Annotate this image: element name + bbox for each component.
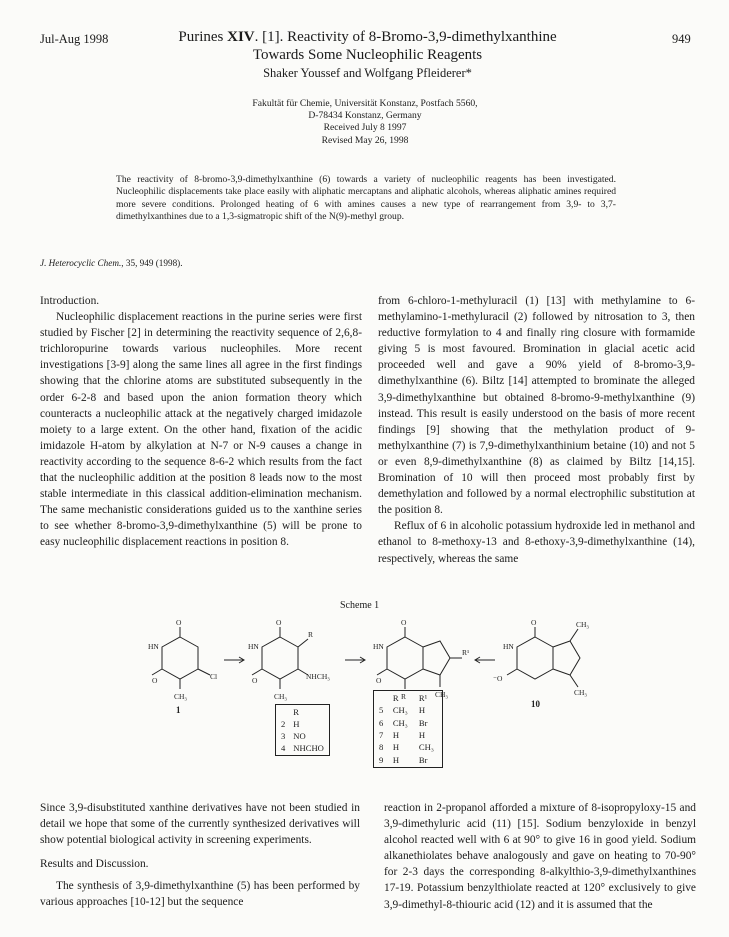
authors: Shaker Youssef and Wolfgang Pfleiderer* <box>263 66 472 80</box>
svg-text:CH₃: CH₃ <box>576 620 590 629</box>
svg-text:CH₃: CH₃ <box>274 692 288 701</box>
substituent-table-2-4: R 2 H 3 NO 4 NHCHO <box>275 704 330 756</box>
svg-text:HN: HN <box>503 642 514 651</box>
paper-title-line2: Towards Some Nucleophilic Reagents <box>252 47 483 63</box>
svg-text:O: O <box>252 676 258 685</box>
svg-text:R: R <box>308 630 314 639</box>
left-bottom-paragraph-1: Since 3,9-disubstituted xanthine derivatives have not been studied in detail we hope that some of the currently synthesized derivatives will show potential biological activity in screening experiments. <box>40 802 360 847</box>
citation: J. Heterocyclic Chem., 35, 949 (1998). <box>40 258 183 268</box>
compound-10-label: 10 <box>531 699 540 709</box>
svg-text:HN: HN <box>373 642 384 651</box>
svg-text:R¹: R¹ <box>462 648 470 657</box>
results-heading: Results and Discussion. <box>40 858 149 871</box>
svg-text:CH₃: CH₃ <box>435 690 449 699</box>
svg-text:O: O <box>276 618 282 627</box>
svg-text:HN: HN <box>248 642 259 651</box>
svg-text:HN: HN <box>148 642 159 651</box>
journal-date: Jul-Aug 1998 <box>40 32 109 46</box>
abstract: The reactivity of 8-bromo-3,9-dimethylxanthine (6) towards a variety of nucleophilic reagents has been investigated. Nucleophilic displacements take place easily with aliphatic mercaptans and aliphatic alcohols, whereas aliphatic amines required more severe conditions. Prolonged heating of 6 with amines causes a new type of rearrangement from 3,9- to 3,7-dimethylxanthines due to a 1,3-sigmatropic shift of the N(9)-methyl group. <box>116 174 616 223</box>
reaction-scheme <box>140 615 600 785</box>
left-column-bottom <box>40 800 360 911</box>
svg-text:O: O <box>531 618 537 627</box>
svg-text:Cl: Cl <box>210 672 218 681</box>
paper-title: Purines XIV. [1]. Reactivity of 8-Bromo-3,9-dimethylxanthine <box>178 29 557 45</box>
right-column-top <box>378 293 695 567</box>
svg-text:O: O <box>176 618 182 627</box>
left-column-top <box>40 293 362 551</box>
right-paragraph-2: Reflux of 6 in alcoholic potassium hydroxide led in methanol and ethanol to 8-methoxy-13 and 8-ethoxy-3,9-dimethylxanthine (14), respectively, whereas the same <box>378 520 695 565</box>
compound-1-label: 1 <box>176 705 181 715</box>
right-column-bottom <box>384 800 696 913</box>
svg-text:O: O <box>401 618 407 627</box>
svg-text:NHCH₃: NHCH₃ <box>306 672 330 681</box>
svg-text:CH₃: CH₃ <box>174 692 188 701</box>
svg-text:⁻O: ⁻O <box>493 674 503 683</box>
title-block <box>150 28 585 81</box>
intro-paragraph: Nucleophilic displacement reactions in the purine series were first studied by Fischer [2] in determining the reactivity sequence of 2,6,8-trichloropurine towards various nucleophiles. More recent investigations [3-9] along the same lines all agree in the first findings showing that the chlorine atoms are substituted subsequently in the order 6-2-8 and based upon the anion formation theory which counteracts a nucleophilic attack at the negatively charged imidazole moiety to a large extent. On the other hand, fixation of the acidic imidazole H-atom by alkylation at N-7 or N-9 causes a change in reactivity according to the sequence 8-6-2 which results from the fact that the nucleophilic addition at the position 8 leads now to the most stable intermediate in this classical addition-elimination mechanism. The same mechanistic considerations guided us to the xanthine series to see whether 8-bromo-3,9-dimethylxanthine (5) will be prone to easy nucleophilic displacement reactions in position 8. <box>40 311 362 549</box>
svg-text:O: O <box>376 676 382 685</box>
svg-text:CH₃: CH₃ <box>574 688 588 697</box>
svg-text:R: R <box>401 692 407 701</box>
affiliation: Fakultät für Chemie, Universität Konstanz, Postfach 5560, D-78434 Konstanz, Germany Received July 8 1997 Revised May 26, 1998 <box>252 98 478 146</box>
scheme-label: Scheme 1 <box>340 600 380 611</box>
svg-text:O: O <box>152 676 158 685</box>
left-bottom-paragraph-2: The synthesis of 3,9-dimethylxanthine (5) has been performed by various approaches [10-12] but the sequence <box>40 880 360 909</box>
right-bottom-paragraph: reaction in 2-propanol afforded a mixture of 8-isopropyloxy-15 and 3,9-dimethyluric acid (11) [15]. Sodium benzyloxide in benzyl alcohol reacted well with 6 at 90° to give 16 in good yield. Sodium alkanethiolates behave analogously and gave on heating to 70-90° for 2-3 days the corresponding 8-alkylthio-3,9-dimethylxanthines 17-19. Potassium benzylthiolate reacted at 120° exclusively to give 3,9-dimethyl-8-thiouric acid (12) and it is assumed that the <box>384 802 696 911</box>
substituent-table-5-9: R R¹ 5 CH₃ H 6 CH₃ Br 7 H H 8 H CH₃ 9 H Br <box>373 690 443 768</box>
page-number: 949 <box>672 32 691 46</box>
right-paragraph-1: from 6-chloro-1-methyluracil (1) [13] with methylamine to 6-methylamino-1-methyluracil (2) followed by nitrosation to 3, then reductive formylation to 4 and finally ring closure with formamide giving 5 is most favoured. Bromination in glacial acetic acid proceeded well and gave a 90% yield of 8-bromo-3,9-dimethylxanthine (6). Biltz [14] attempted to brominate the alleged 3,9-dimethylxanthine but obtained 8-bromo-9-methylxanthine (9) instead. This result is easily understood on the basis of more recent findings [9] showing that the methylation product of 9-methylxanthine (7) is 7,9-dimethylxanthinium betaine (10) and not 5 or even 8,9-dimethylxanthine (8) as claimed by Biltz [14,15]. Bromination of 10 will then proceed most probably first by demethylation and followed by a normal electrophilic substitution at the position 8. <box>378 295 695 517</box>
intro-heading: Introduction. <box>40 295 100 307</box>
